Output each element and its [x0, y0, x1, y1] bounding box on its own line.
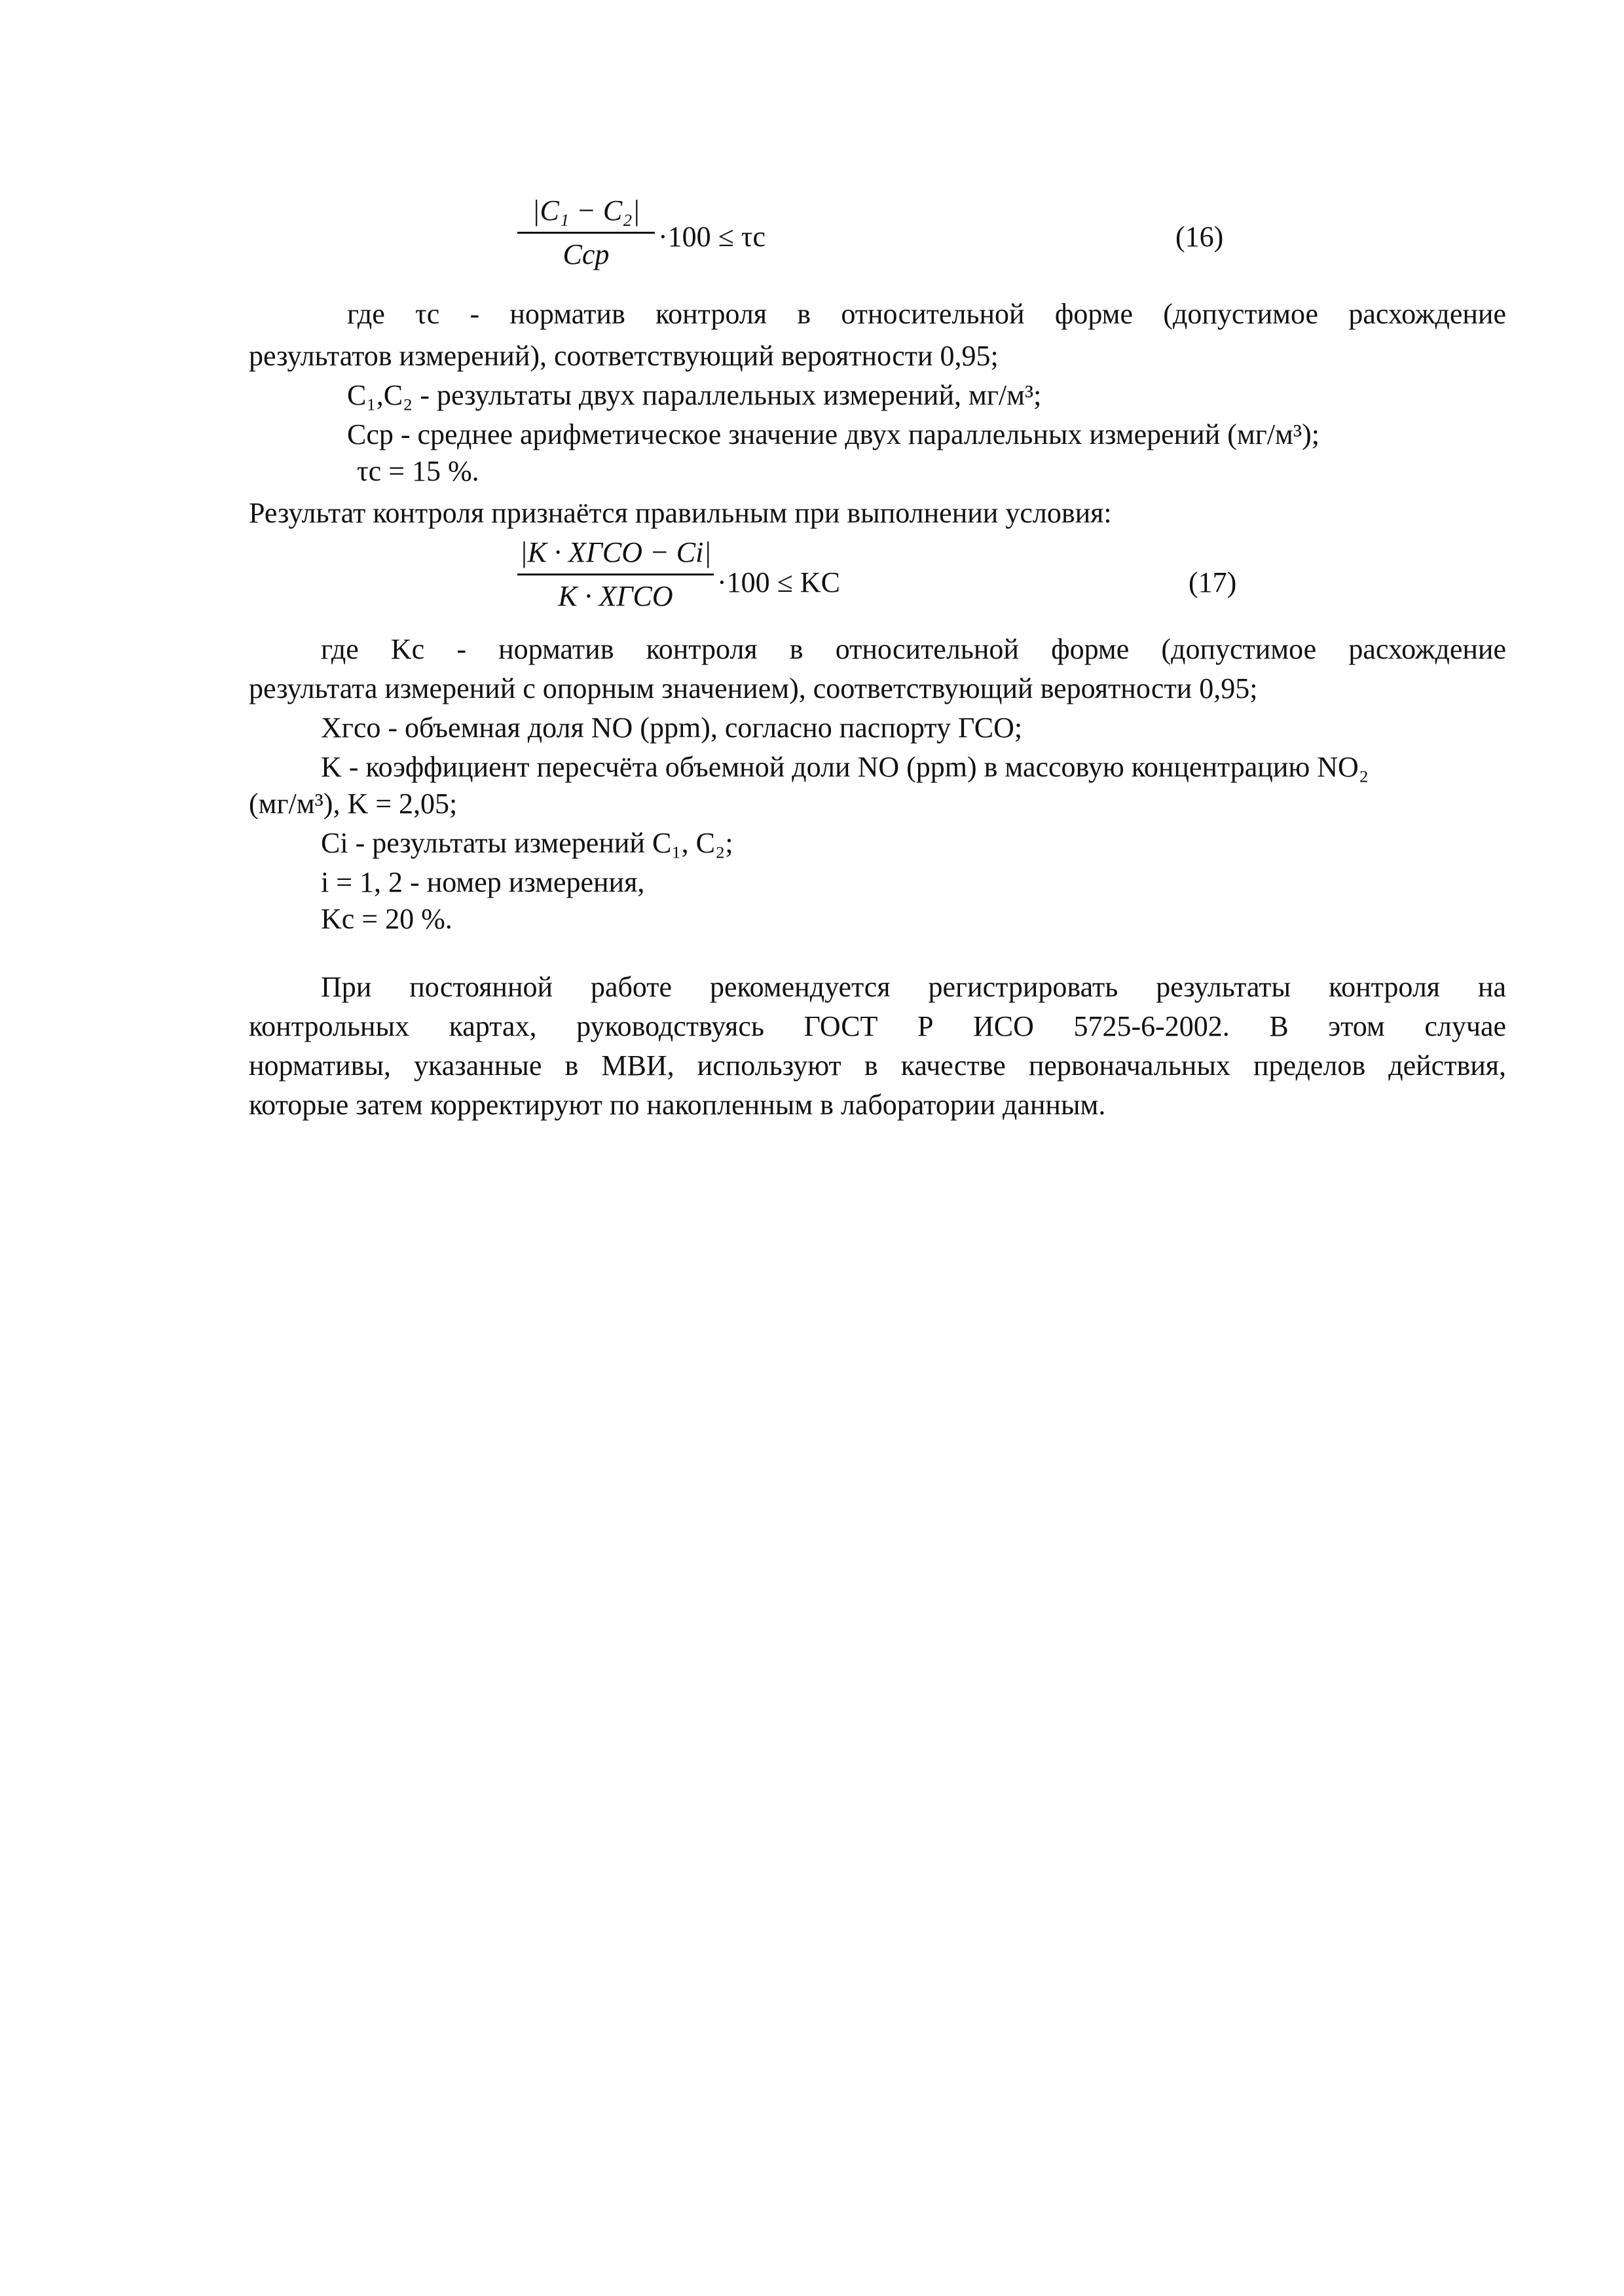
where17-line-4: K - коэффициент пересчёта объемной доли NO (ppm) в массовую концентрацию NO₂ — [321, 751, 1369, 783]
closing-line-1: При постоянной работе рекомендуется регистрировать результаты контроля на — [321, 971, 1506, 1003]
formula-16-numerator: |C₁ − C₂| — [532, 194, 640, 227]
formula-17-number: (17) — [1189, 566, 1237, 598]
closing-line-2: контрольных картах, руководствуясь ГОСТ Р ИСО 5725-6-2002. В этом случае — [249, 1010, 1506, 1042]
where17-line-2: результата измерений с опорным значением), соответствующий вероятности 0,95; — [249, 672, 1258, 704]
where17-line-8: Kс = 20 %. — [321, 903, 452, 935]
formula-16-number: (16) — [1175, 221, 1224, 253]
formula-17-rhs: ·100 ≤ KC — [717, 566, 840, 598]
where16-line-1: где τс - норматив контроля в относительной форме (допустимое расхождение — [347, 298, 1506, 330]
formula-16 — [517, 190, 1303, 288]
closing-line-3: нормативы, указанные в МВИ, используют в качестве первоначальных пределов действия, — [249, 1049, 1506, 1082]
formula-17 — [517, 532, 1303, 630]
where16-line-4: Cср - среднее арифметическое значение двух параллельных измерений (мг/м³); — [347, 418, 1320, 450]
condition-text: Результат контроля признаётся правильным при выполнении условия: — [249, 497, 1112, 529]
formula-16-denominator: Cср — [563, 238, 610, 270]
formula-17-numerator: |K · XГСО − Ci| — [519, 536, 712, 568]
where17-line-7: i = 1, 2 - номер измерения, — [321, 866, 645, 898]
formula-16-rhs: ·100 ≤ τс — [658, 221, 766, 253]
where17-line-1: где Kс - норматив контроля в относительной форме (допустимое расхождение — [321, 633, 1506, 665]
formula-17-denominator: K · XГСО — [558, 580, 673, 612]
formula-16-fraction — [517, 190, 655, 276]
where17-line-6: Ci - результаты измерений C₁, C₂; — [321, 827, 733, 859]
where16-line-2: результатов измерений), соответствующий вероятности 0,95; — [249, 340, 999, 372]
closing-line-4: которые затем корректируют по накопленным в лаборатории данным. — [249, 1089, 1106, 1121]
formula-17-fraction — [517, 532, 714, 617]
where17-line-5: (мг/м³), K = 2,05; — [249, 788, 458, 820]
where16-line-3: C₁,C₂ - результаты двух параллельных измерений, мг/м³; — [347, 379, 1042, 411]
where16-line-5: τс = 15 %. — [357, 455, 479, 487]
where17-line-3: Xгсо - объемная доля NO (ppm), согласно паспорту ГСО; — [321, 712, 1023, 744]
